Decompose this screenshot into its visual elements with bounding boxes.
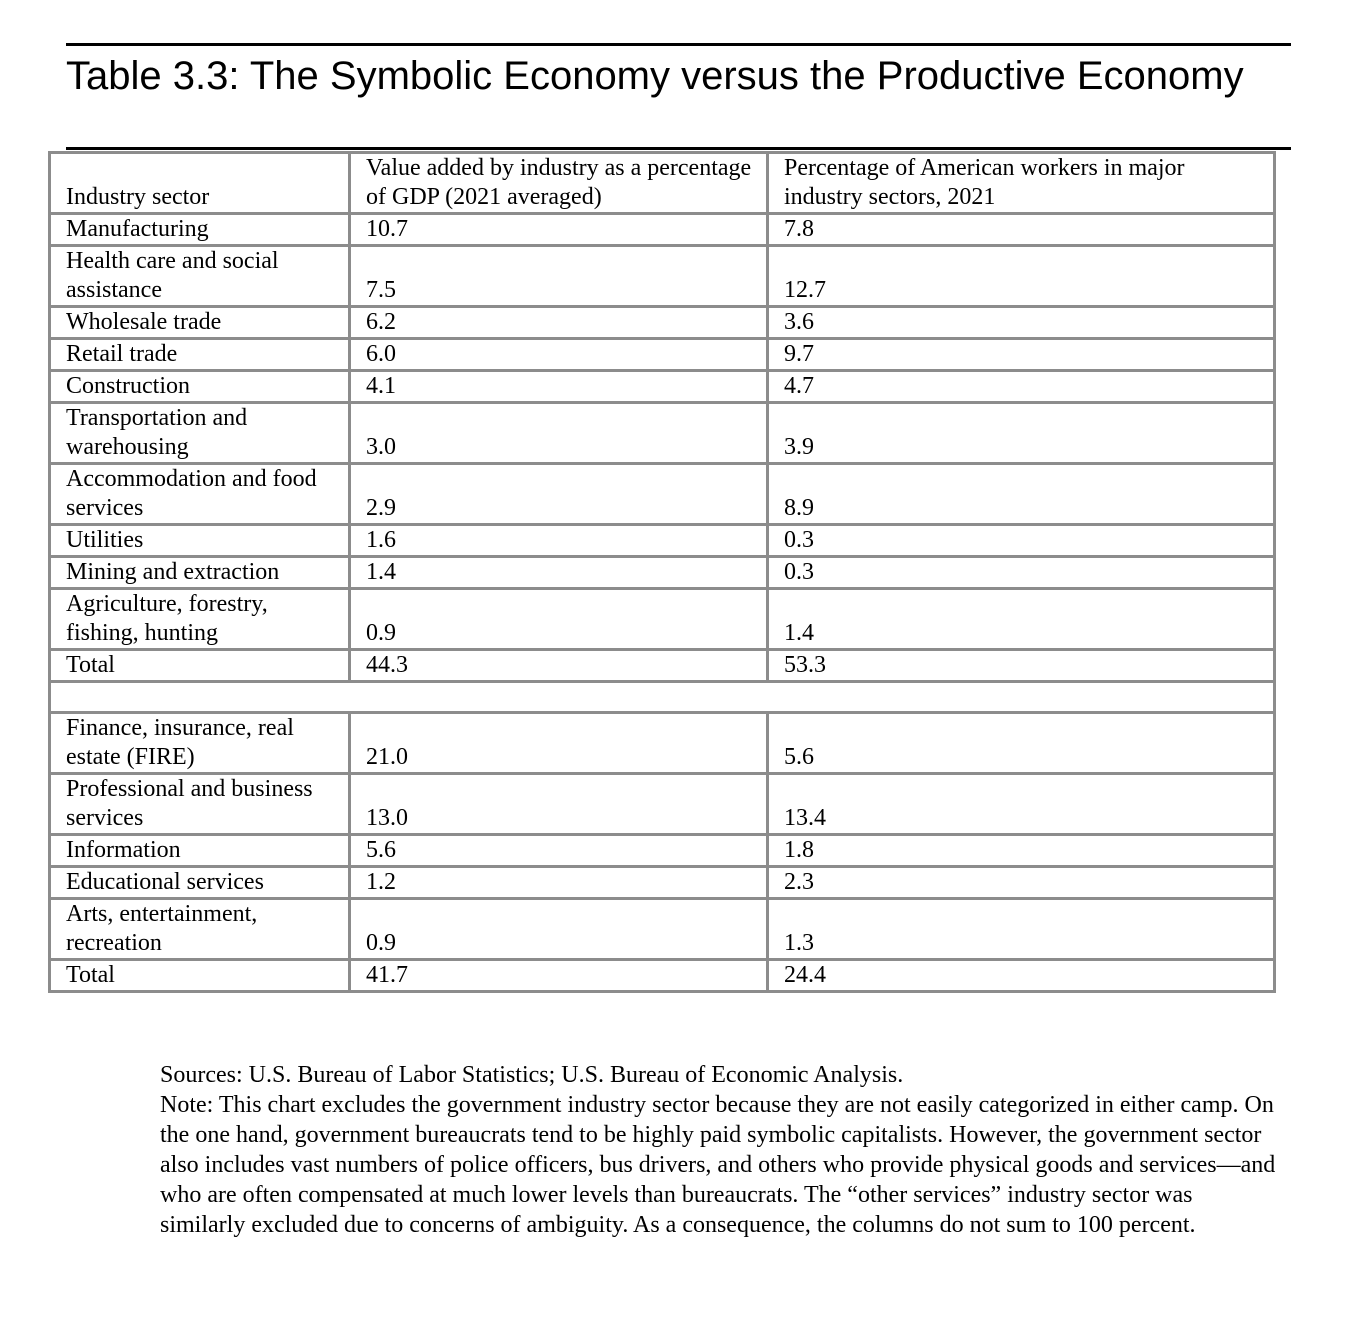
cell-sector: Accommodation and food services	[50, 464, 350, 525]
table-row	[50, 525, 1275, 557]
cell-sector: Construction	[50, 371, 350, 403]
cell-gdp-value: 44.3	[350, 650, 768, 682]
table-row	[50, 867, 1275, 899]
cell-gdp-value: 1.6	[350, 525, 768, 557]
cell-gdp-value: 41.7	[350, 960, 768, 992]
cell-gdp-value: 3.0	[350, 403, 768, 464]
table-row	[50, 464, 1275, 525]
table-total-row	[50, 650, 1275, 682]
table-row	[50, 835, 1275, 867]
cell-workers-value: 3.9	[768, 403, 1275, 464]
table-row	[50, 403, 1275, 464]
cell-sector: Educational services	[50, 867, 350, 899]
cell-sector: Agriculture, forestry, fishing, hunting	[50, 589, 350, 650]
cell-sector: Professional and business services	[50, 774, 350, 835]
cell-workers-value: 7.8	[768, 214, 1275, 246]
cell-sector: Information	[50, 835, 350, 867]
table-row	[50, 307, 1275, 339]
cell-sector: Manufacturing	[50, 214, 350, 246]
table-header-row	[50, 153, 1275, 214]
cell-workers-value: 13.4	[768, 774, 1275, 835]
cell-workers-value: 0.3	[768, 525, 1275, 557]
cell-sector: Wholesale trade	[50, 307, 350, 339]
cell-gdp-value: 10.7	[350, 214, 768, 246]
cell-sector: Utilities	[50, 525, 350, 557]
cell-gdp-value: 2.9	[350, 464, 768, 525]
table-row	[50, 774, 1275, 835]
exclusion-note: Note: This chart excludes the government industry sector because they are not easily categorized in either camp. On the one hand, government bureaucrats tend to be highly paid symbolic capitalists. However, the government sector also includes vast numbers of police officers, bus drivers, and others who provide physical goods and services—and who are often compensated at much lower levels than bureaucrats. The “other services” industry sector was similarly excluded due to concerns of ambiguity. As a consequence, the columns do not sum to 100 percent.	[160, 1092, 1276, 1238]
header-industry-sector: Industry sector	[50, 153, 350, 214]
cell-sector: Transportation and warehousing	[50, 403, 350, 464]
table-row	[50, 339, 1275, 371]
industry-table	[48, 151, 1276, 993]
cell-workers-value: 5.6	[768, 713, 1275, 774]
productive-economy-rows	[50, 214, 1275, 682]
cell-workers-value: 4.7	[768, 371, 1275, 403]
table-row	[50, 713, 1275, 774]
cell-sector: Mining and extraction	[50, 557, 350, 589]
header-workers-percentage: Percentage of American workers in major industry sectors, 2021	[768, 153, 1275, 214]
cell-gdp-value: 4.1	[350, 371, 768, 403]
table-row	[50, 371, 1275, 403]
cell-gdp-value: 6.2	[350, 307, 768, 339]
table-row	[50, 246, 1275, 307]
title-top-rule	[66, 43, 1291, 46]
cell-sector: Arts, entertainment, recreation	[50, 899, 350, 960]
cell-gdp-value: 5.6	[350, 835, 768, 867]
cell-gdp-value: 1.4	[350, 557, 768, 589]
cell-workers-value: 3.6	[768, 307, 1275, 339]
cell-workers-value: 12.7	[768, 246, 1275, 307]
cell-workers-value: 1.8	[768, 835, 1275, 867]
cell-workers-value: 0.3	[768, 557, 1275, 589]
cell-workers-value: 9.7	[768, 339, 1275, 371]
cell-gdp-value: 0.9	[350, 589, 768, 650]
cell-gdp-value: 6.0	[350, 339, 768, 371]
spacer-row	[50, 682, 1275, 713]
symbolic-economy-rows	[50, 713, 1275, 992]
cell-sector: Retail trade	[50, 339, 350, 371]
section-spacer	[50, 682, 1275, 713]
cell-sector: Health care and social assistance	[50, 246, 350, 307]
header-value-added: Value added by industry as a percentage of GDP (2021 averaged)	[350, 153, 768, 214]
cell-workers-value: 53.3	[768, 650, 1275, 682]
cell-sector: Total	[50, 650, 350, 682]
spacer-cell	[50, 682, 1275, 713]
cell-workers-value: 1.4	[768, 589, 1275, 650]
cell-gdp-value: 1.2	[350, 867, 768, 899]
cell-workers-value: 2.3	[768, 867, 1275, 899]
cell-sector: Total	[50, 960, 350, 992]
table-row	[50, 214, 1275, 246]
title-bottom-rule	[66, 147, 1291, 150]
cell-gdp-value: 13.0	[350, 774, 768, 835]
table-title: Table 3.3: The Symbolic Economy versus the Productive Economy	[66, 54, 1244, 98]
cell-gdp-value: 0.9	[350, 899, 768, 960]
cell-workers-value: 1.3	[768, 899, 1275, 960]
cell-workers-value: 24.4	[768, 960, 1275, 992]
table-total-row	[50, 960, 1275, 992]
table-row	[50, 899, 1275, 960]
cell-sector: Finance, insurance, real estate (FIRE)	[50, 713, 350, 774]
table-row	[50, 589, 1275, 650]
table-row	[50, 557, 1275, 589]
cell-gdp-value: 21.0	[350, 713, 768, 774]
table-notes	[160, 1060, 1280, 1240]
sources-note: Sources: U.S. Bureau of Labor Statistics; U.S. Bureau of Economic Analysis.	[160, 1062, 904, 1088]
cell-gdp-value: 7.5	[350, 246, 768, 307]
cell-workers-value: 8.9	[768, 464, 1275, 525]
